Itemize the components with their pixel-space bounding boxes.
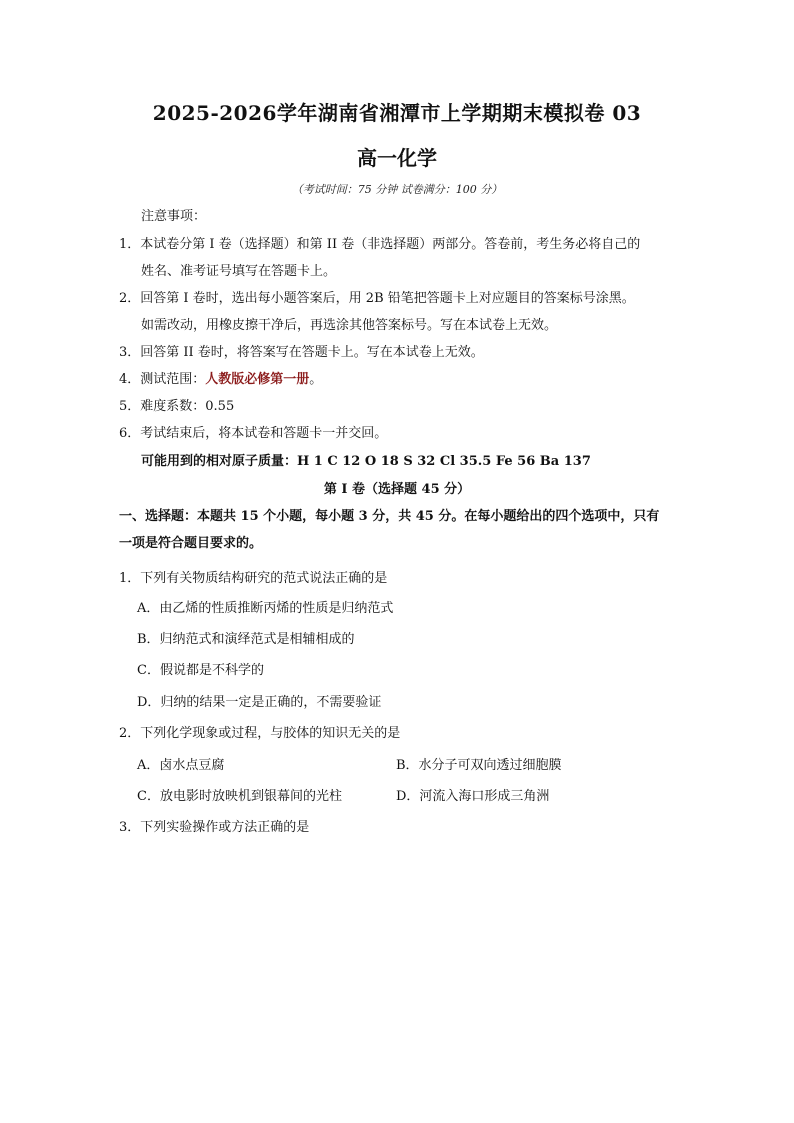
section-1-heading: 第 I 卷（选择题 45 分） — [323, 482, 471, 497]
question-1-option-c: C．假说都是不科学的 — [137, 663, 264, 678]
note-item-6: 6．考试结束后，将本试卷和答题卡一并交回。 — [119, 426, 388, 441]
question-1-option-a: A．由乙烯的性质推断丙烯的性质是归纳范式 — [137, 601, 394, 616]
section-1-intro-line-1: 一、选择题：本题共 15 个小题，每小题 3 分，共 45 分。在每小题给出的四个选项中，只有 — [119, 509, 660, 524]
note-item-4-prefix: 4．测试范围： — [119, 372, 206, 387]
question-1-option-b: B．归纳范式和演绎范式是相辅相成的 — [137, 632, 355, 647]
note-item-1-line-2: 姓名、准考证号填写在答题卡上。 — [141, 264, 337, 279]
test-scope-highlight: 人教版必修第一册 — [205, 372, 310, 387]
question-2-stem: 2．下列化学现象或过程，与胶体的知识无关的是 — [119, 726, 401, 741]
question-2-option-b: B．水分子可双向透过细胞膜 — [396, 758, 562, 773]
subject-title: 高一化学 — [357, 146, 437, 170]
question-3-stem: 3．下列实验操作或方法正确的是 — [119, 820, 310, 835]
note-item-2-line-2: 如需改动，用橡皮擦干净后，再选涂其他答案标号。写在本试卷上无效。 — [141, 318, 558, 333]
page-title: 2025-2026学年湖南省湘潭市上学期期末模拟卷 03 — [152, 101, 642, 125]
section-1-intro-line-2: 一项是符合题目要求的。 — [119, 536, 263, 551]
atomic-mass-line: 可能用到的相对原子质量：H 1 C 12 O 18 S 32 Cl 35.5 Fe 56 Ba 137 — [141, 454, 591, 469]
question-1-option-d: D．归纳的结果一定是正确的，不需要验证 — [137, 695, 382, 710]
note-item-2-line-1: 2．回答第 I 卷时，选出每小题答案后，用 2B 铅笔把答题卡上对应题目的答案标号涂黑。 — [119, 291, 635, 306]
note-item-4-suffix: 。 — [309, 372, 323, 387]
note-item-3: 3．回答第 II 卷时，将答案写在答题卡上。写在本试卷上无效。 — [119, 345, 484, 360]
question-2-option-a: A．卤水点豆腐 — [137, 758, 225, 773]
notes-heading: 注意事项： — [141, 209, 207, 224]
question-2-option-d: D．河流入海口形成三角洲 — [396, 789, 550, 804]
note-item-4 — [119, 371, 322, 389]
exam-info: （考试时间：75 分钟 试卷满分：100 分） — [291, 183, 503, 196]
note-item-1-line-1: 1．本试卷分第 I 卷（选择题）和第 II 卷（非选择题）两部分。答卷前，考生务必将自己的 — [119, 237, 641, 252]
question-1-stem: 1．下列有关物质结构研究的范式说法正确的是 — [119, 571, 388, 586]
question-2-option-c: C．放电影时放映机到银幕间的光柱 — [137, 789, 342, 804]
note-item-5: 5．难度系数：0.55 — [119, 399, 235, 414]
